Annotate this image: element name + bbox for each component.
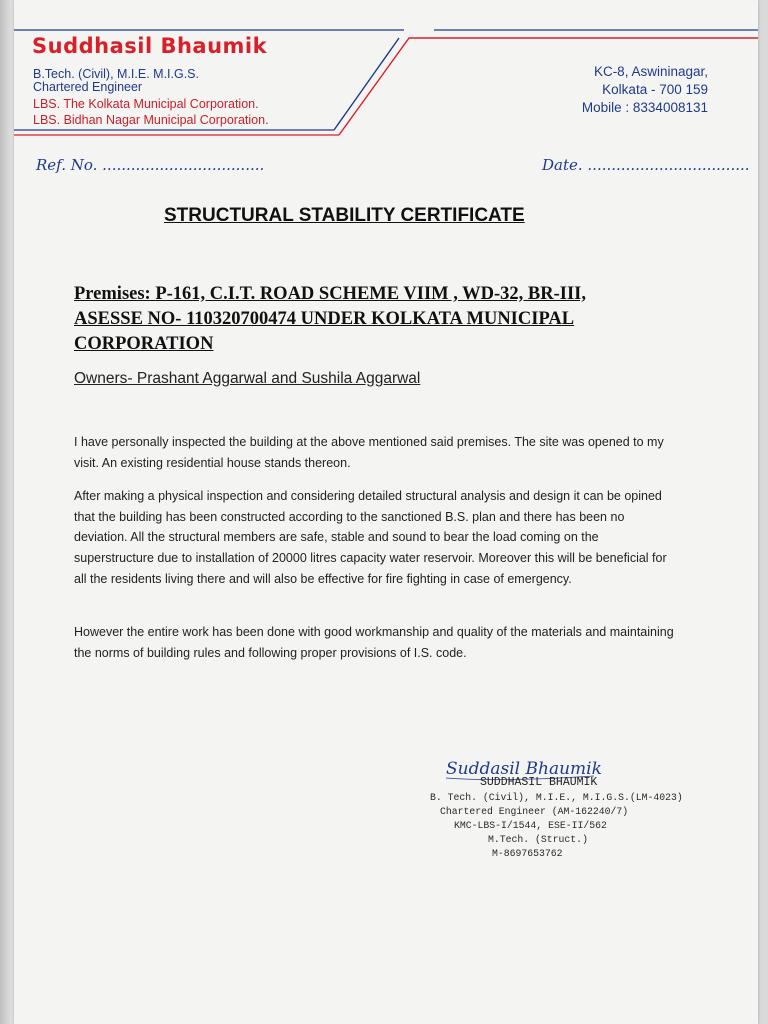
stamp-mtech: M.Tech. (Struct.): [488, 834, 588, 845]
letterhead-designation: Chartered Engineer: [33, 80, 143, 94]
scan-edge: [0, 0, 14, 1024]
premises-line-3: CORPORATION: [74, 334, 214, 354]
certificate-page: [14, 0, 758, 1024]
letterhead-mobile: Mobile : 8334008131: [581, 100, 708, 115]
stamp-mobile: M-8697653762: [492, 848, 563, 859]
letterhead-address-2: Kolkata - 700 159: [602, 82, 708, 97]
paragraph-opinion: After making a physical inspection and considering detailed structural analysis and design it can be opined that the building has been constructed according to the sanctioned B.S. plan and there has been no deviation. All the structural members are safe, stable and sound to bear the load coming on the superstructure due to installation of 20000 litres capacity water reservoir. Moreover this will be beneficial for all the residents living there and will also be effective for fire fighting in case of emergency.: [74, 489, 667, 586]
letterhead-qualification: B.Tech. (Civil), M.I.E. M.I.G.S.: [33, 67, 199, 81]
stamp-qualification: B. Tech. (Civil), M.I.E., M.I.G.S.(LM-4023): [430, 792, 683, 803]
stamp-chartered: Chartered Engineer (AM-162240/7): [440, 806, 629, 817]
certificate-title: STRUCTURAL STABILITY CERTIFICATE: [164, 205, 525, 226]
premises-line-2: ASESSE NO- 110320700474 UNDER KOLKATA MUNICIPAL: [74, 309, 575, 329]
paragraph-workmanship: However the entire work has been done with good workmanship and quality of the materials and maintaining the norms of building rules and following proper provisions of I.S. code.: [74, 625, 674, 660]
stamp-registration: KMC-LBS-I/1544, ESE-II/562: [454, 820, 607, 831]
letterhead-name: Suddhasil Bhaumik: [32, 34, 268, 58]
letterhead-address-1: KC-8, Aswininagar,: [593, 64, 708, 79]
owners-line: Owners- Prashant Aggarwal and Sushila Aggarwal: [74, 370, 421, 387]
ref-no-field: Ref. No. ..................................: [36, 156, 265, 174]
premises-heading: [74, 282, 694, 357]
paragraph-inspection: I have personally inspected the building at the above mentioned said premises. The site was opened to my visit. An existing residential house stands thereon.: [74, 435, 664, 470]
date-field: Date. ..................................: [542, 156, 750, 174]
stamp-name: SUDDHASIL BHAUMIK: [480, 776, 598, 789]
letterhead-lbs-kmc: LBS. The Kolkata Municipal Corporation.: [33, 97, 259, 111]
premises-line-1: Premises: P-161, C.I.T. ROAD SCHEME VIIM , WD-32, BR-III,: [74, 284, 587, 304]
signature-text: Suddasil Bhaumik: [446, 759, 602, 779]
letterhead-lbs-bidhan: LBS. Bidhan Nagar Municipal Corporation.: [33, 113, 269, 127]
